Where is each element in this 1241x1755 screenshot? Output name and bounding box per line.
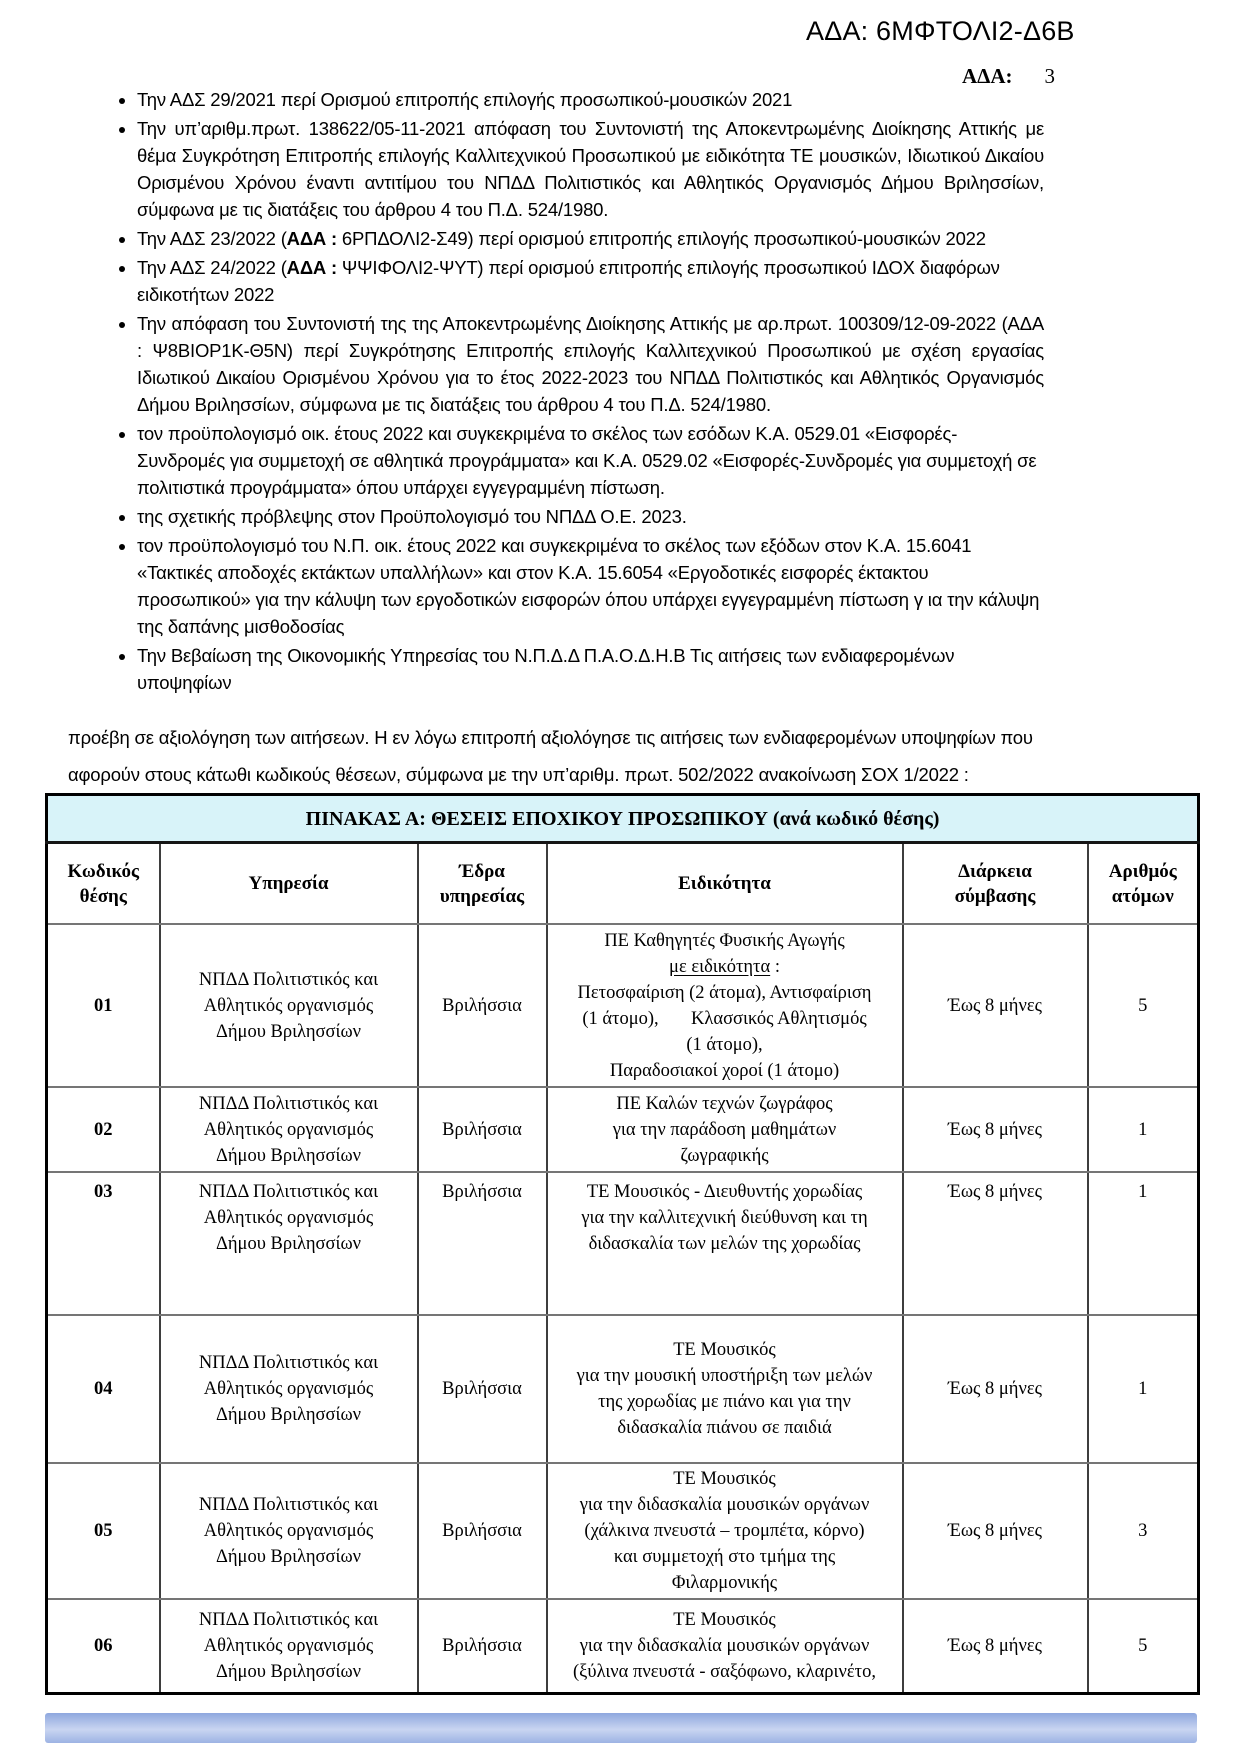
service-cell: ΝΠΔΔ Πολιτιστικός και Αθλητικός οργανισμός Δήμου Βριλησσίων [160, 1599, 418, 1693]
list-item [137, 642, 1044, 696]
table-row [47, 1315, 1199, 1463]
list-item-text: τον προϋπολογισμό του Ν.Π. οικ. έτους 2022 και συγκεκριμένα το σκέλος των εξόδων στον Κ.Α. 15.6041 «Τακτικές αποδοχές εκτάκτων υπαλλήλων» και στον Κ.Α. 15.6054 «Εργοδοτικές εισφορές έκτακτου προσωπικού» για την κάλυψη των εργοδοτικών εισφορών όπου υπάρχει εγγεγραμμένη πίστωση γ ια την κάλυψη της δαπάνης μισθοδοσίας [137, 535, 1040, 637]
table-row [47, 924, 1199, 1087]
list-item-text: Την ΑΔΣ 24/2022 ( [137, 257, 287, 278]
service-cell: ΝΠΔΔ Πολιτιστικός και Αθλητικός οργανισμός Δήμου Βριλησσίων [160, 1463, 418, 1599]
table-row [47, 1463, 1199, 1599]
column-header-position-code: Κωδικός θέσης [47, 843, 160, 925]
specialty-line: ΠΕ Καλών τεχνών ζωγράφος [616, 1093, 833, 1114]
reference-list [98, 86, 1044, 698]
list-item-text: Την υπ’αριθμ.πρωτ. 138622/05-11-2021 απόφαση του Συντονιστή της Αποκεντρωμένης Διοίκησης Αττικής με θέμα Συγκρότηση Επιτροπής επιλογής Καλλιτεχνικού Προσωπικού με ειδικότητα ΤΕ μουσικών, Ιδιωτικού Δικαίου Ορισμένου Χρόνου έναντι αντιτίμου του ΝΠΔΔ Πολιτιστικός και Αθλητικός Οργανισμός Δήμου Βριλησσίων, σύμφωνα με τις διατάξεις του άρθρου 4 του Π.Δ. 524/1980. [137, 118, 1044, 220]
list-item-text: της σχετικής πρόβλεψης στον Προϋπολογισμό του ΝΠΔΔ Ο.Ε. 2023. [137, 506, 687, 527]
table-title: ΠΙΝΑΚΑΣ Α: ΘΕΣΕΙΣ ΕΠΟΧΙΚΟΥ ΠΡΟΣΩΠΙΚΟΥ (ανά κωδικό θέσης) [47, 795, 1199, 843]
seat-cell: Βριλήσσια [418, 1599, 547, 1693]
specialty-cell [547, 1315, 903, 1463]
count-cell: 1 [1088, 1315, 1199, 1463]
specialty-line: ΠΕ Καθηγητές Φυσικής Αγωγής [604, 930, 845, 951]
specialty-line: (χάλκινα πνευστά – τρομπέτα, κόρνο) [584, 1521, 865, 1541]
service-cell: ΝΠΔΔ Πολιτιστικός και Αθλητικός οργανισμός Δήμου Βριλησσίων [160, 1172, 418, 1315]
list-item [137, 310, 1044, 418]
list-item-text: τον προϋπολογισμό οικ. έτους 2022 και συγκεκριμένα το σκέλος των εσόδων Κ.Α. 0529.01 «Εισφορές-Συνδρομές για συμμετοχή σε αθλητικά προγράμματα» και Κ.Α. 0529.02 «Εισφορές-Συνδρομές για συμμετοχή σε πολιτιστικά προγράμματα» όπου υπάρχει εγγεγραμμένη πίστωση. [137, 423, 1037, 498]
table-row [47, 1087, 1199, 1172]
specialty-underlined-text: με ειδικότητα [669, 956, 771, 977]
list-item-text: ΨΨΙΦΟΛΙ2-ΨΥΤ) περί ορισμού επιτροπής επιλογής προσωπικού ΙΔΟΧ διαφόρων ειδικοτήτων 2022 [137, 257, 1000, 305]
specialty-cell [547, 1463, 903, 1599]
code-cell: 05 [47, 1463, 160, 1599]
column-header-count: Αριθμός ατόμων [1088, 843, 1199, 925]
seat-cell: Βριλήσσια [418, 1463, 547, 1599]
specialty-line: Παραδοσιακοί χοροί (1 άτομο) [609, 1060, 840, 1081]
list-item [137, 503, 1044, 530]
list-item-text: 6ΡΠΔΟΛΙ2-Σ49) περί ορισμού επιτροπής επιλογής προσωπικού-μουσικών 2022 [336, 228, 986, 249]
specialty-line: Φιλαρμονικής [671, 1573, 778, 1593]
specialty-cell [547, 924, 903, 1087]
specialty-cell [547, 1599, 903, 1693]
specialty-line: (ξύλινα πνευστά - σαξόφωνο, κλαρινέτο, [573, 1661, 876, 1682]
list-item-text: Την απόφαση του Συντονιστή της της Αποκεντρωμένης Διοίκησης Αττικής με αρ.πρωτ. 100309/12-09-2022 (ΑΔΑ : Ψ8ΒΙΟΡ1Κ-Θ5Ν) περί Συγκρότησης Επιτροπής επιλογής Καλλιτεχνικού Προσωπικού με σχέση εργασίας Ιδιωτικού Δικαίου Ορισμένου Χρόνου για το έτος 2022-2023 του ΝΠΔΔ Πολιτιστικός και Αθλητικός Οργανισμός Δήμου Βριλησσίων, σύμφωνα με τις διατάξεις του άρθρου 4 του Π.Δ. 524/1980. [137, 313, 1044, 415]
seat-cell: Βριλήσσια [418, 1087, 547, 1172]
specialty-line: για την διδασκαλία μουσικών οργάνων [579, 1495, 870, 1515]
specialty-line-suffix: : [770, 956, 780, 977]
duration-cell: Έως 8 μήνες [903, 1087, 1088, 1172]
column-header-service: Υπηρεσία [160, 843, 418, 925]
duration-cell: Έως 8 μήνες [903, 1599, 1088, 1693]
code-cell: 06 [47, 1599, 160, 1693]
specialty-line: (1 άτομο), Κλασσικός Αθλητισμός [582, 1008, 867, 1029]
specialty-line: Πετοσφαίριση (2 άτομα), Αντισφαίριση [577, 982, 872, 1003]
specialty-line: για την μουσική υποστήριξη των μελών [576, 1366, 873, 1386]
duration-cell: Έως 8 μήνες [903, 1172, 1088, 1315]
table-header-row [47, 843, 1199, 925]
specialty-line: ΤΕ Μουσικός [673, 1340, 776, 1360]
table-row [47, 1172, 1199, 1315]
count-cell: 3 [1088, 1463, 1199, 1599]
specialty-line: για την παράδοση μαθημάτων [612, 1119, 837, 1140]
list-item-text-bold: ΑΔΑ : [286, 257, 337, 278]
list-item [137, 225, 1044, 252]
ada-label: ΑΔΑ: [962, 64, 1013, 88]
specialty-line [552, 954, 898, 980]
next-table-title-partial [45, 1713, 1197, 1743]
list-item [137, 420, 1044, 501]
list-item [137, 254, 1044, 308]
page-number: 3 [1044, 64, 1055, 88]
list-item-text: Την ΑΔΣ 29/2021 περί Ορισμού επιτροπής επιλογής προσωπικού-μουσικών 2021 [137, 89, 793, 110]
column-header-specialty: Ειδικότητα [547, 843, 903, 925]
specialty-line: διδασκαλία πιάνου σε παιδιά [617, 1418, 832, 1438]
specialty-cell [547, 1087, 903, 1172]
specialty-line: της χορωδίας με πιάνο και για την [598, 1392, 851, 1412]
seat-cell: Βριλήσσια [418, 1172, 547, 1315]
code-cell: 04 [47, 1315, 160, 1463]
list-item-text: Την ΑΔΣ 23/2022 ( [137, 228, 287, 249]
body-paragraph: προέβη σε αξιολόγηση των αιτήσεων. Η εν λόγω επιτροπή αξιολόγησε τις αιτήσεις των ενδιαφερομένων υποψηφίων που αφορούν στους κάτωθι κωδικούς θέσεων, σύμφωνα με την υπ’αριθμ. πρωτ. 502/2022 ανακοίνωση ΣΟΧ 1/2022 : [68, 727, 1033, 785]
ada-code-header: ΑΔΑ: 6ΜΦΤΟΛΙ2-Δ6Β [806, 16, 1075, 46]
list-item [137, 86, 1044, 113]
list-item [137, 532, 1044, 640]
service-cell: ΝΠΔΔ Πολιτιστικός και Αθλητικός οργανισμός Δήμου Βριλησσίων [160, 1087, 418, 1172]
specialty-line: για την καλλιτεχνική διεύθυνση και τη [581, 1208, 868, 1228]
duration-cell: Έως 8 μήνες [903, 1315, 1088, 1463]
service-cell: ΝΠΔΔ Πολιτιστικός και Αθλητικός οργανισμός Δήμου Βριλησσίων [160, 1315, 418, 1463]
specialty-line: ΤΕ Μουσικός [673, 1469, 776, 1489]
column-header-duration: Διάρκεια σύμβασης [903, 843, 1088, 925]
positions-table [45, 793, 1200, 1695]
service-cell: ΝΠΔΔ Πολιτιστικός και Αθλητικός οργανισμός Δήμου Βριλησσίων [160, 924, 418, 1087]
specialty-cell [547, 1172, 903, 1315]
code-cell: 01 [47, 924, 160, 1087]
table-title-row [47, 795, 1199, 843]
count-cell: 5 [1088, 924, 1199, 1087]
count-cell: 1 [1088, 1172, 1199, 1315]
specialty-line: ΤΕ Μουσικός - Διευθυντής χορωδίας [586, 1182, 863, 1202]
code-cell: 02 [47, 1087, 160, 1172]
table-row [47, 1599, 1199, 1693]
duration-cell: Έως 8 μήνες [903, 924, 1088, 1087]
code-cell: 03 [47, 1172, 160, 1315]
seat-cell: Βριλήσσια [418, 1315, 547, 1463]
specialty-line: και συμμετοχή στο τμήμα της [613, 1547, 836, 1567]
specialty-line: ζωγραφικής [680, 1145, 769, 1166]
list-item [137, 115, 1044, 223]
list-item-text-bold: ΑΔΑ : [286, 228, 337, 249]
seat-cell: Βριλήσσια [418, 924, 547, 1087]
list-item-text: Την Βεβαίωση της Οικονομικής Υπηρεσίας του Ν.Π.Δ.Δ Π.Α.Ο.Δ.Η.Β Τις αιτήσεις των ενδιαφερομένων υποψηφίων [137, 645, 955, 693]
specialty-line: ΤΕ Μουσικός [673, 1609, 776, 1630]
count-cell: 5 [1088, 1599, 1199, 1693]
duration-cell: Έως 8 μήνες [903, 1463, 1088, 1599]
column-header-seat: Έδρα υπηρεσίας [418, 843, 547, 925]
specialty-line: (1 άτομο), [686, 1034, 763, 1055]
specialty-line: για την διδασκαλία μουσικών οργάνων [579, 1635, 870, 1656]
count-cell: 1 [1088, 1087, 1199, 1172]
specialty-line: διδασκαλία των μελών της χορωδίας [588, 1234, 861, 1254]
